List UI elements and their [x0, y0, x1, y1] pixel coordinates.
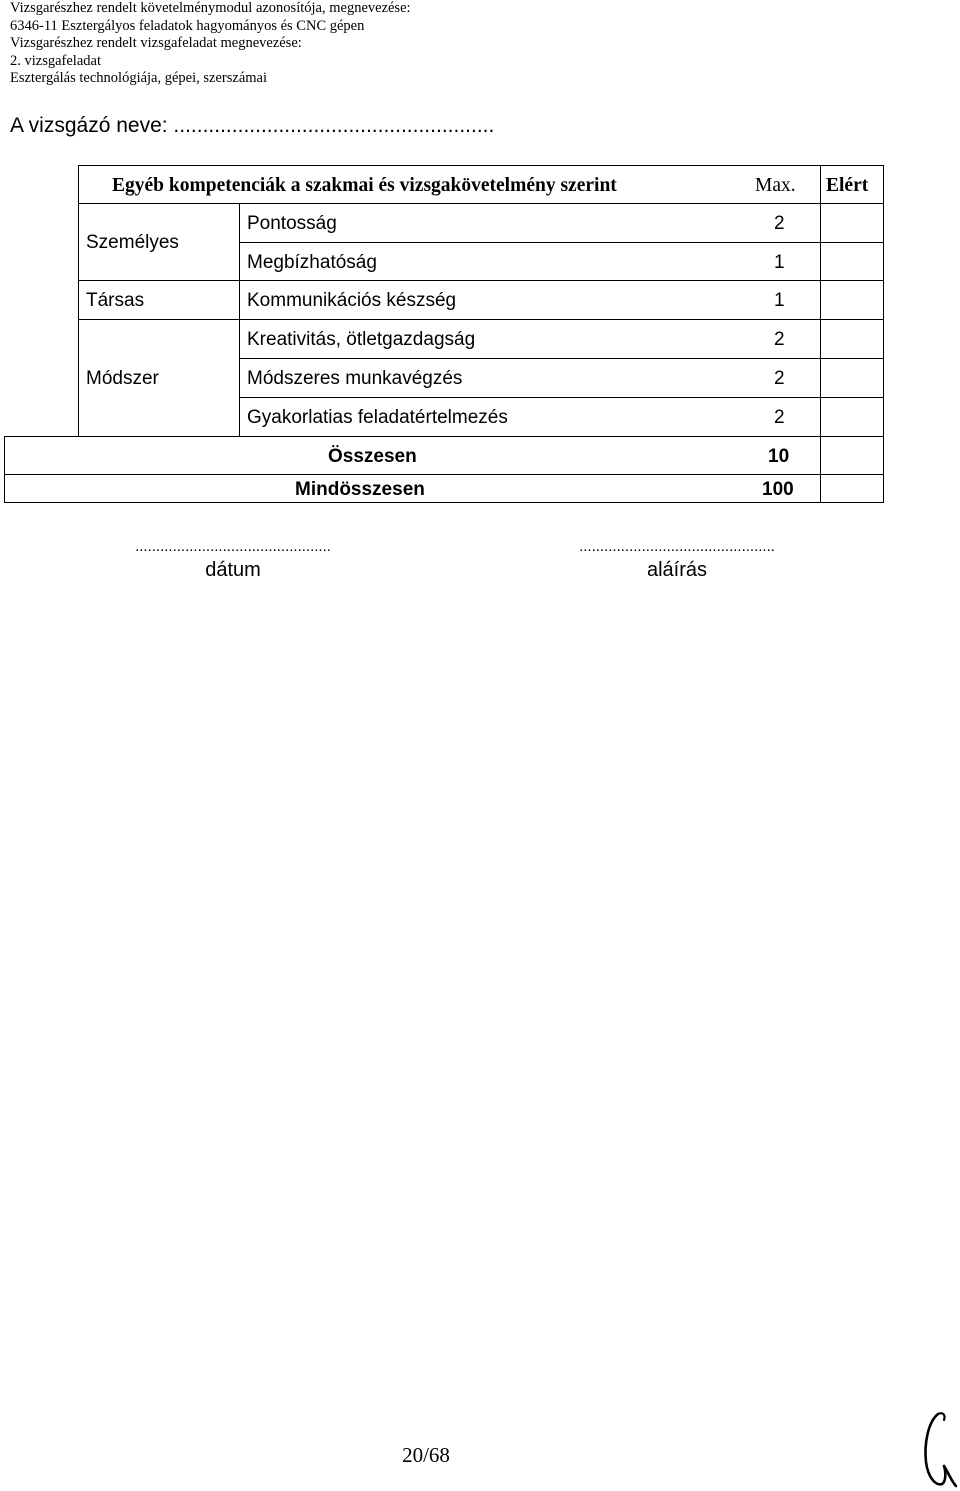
- header-line: Vizsgarészhez rendelt követelménymodul azonosítója, megnevezése:: [10, 0, 411, 16]
- group-label-method: Módszer: [86, 368, 159, 389]
- item-max: 1: [774, 290, 785, 311]
- grand-total-max: 100: [762, 479, 794, 500]
- item-max: 2: [774, 213, 785, 234]
- table-header-title: Egyéb kompetenciák a szakmai és vizsgakövetelmény szerint: [112, 175, 617, 196]
- document-header: [10, 0, 411, 88]
- item-max: 1: [774, 252, 785, 273]
- item-max: 2: [774, 329, 785, 350]
- item-name: Megbízhatóság: [247, 252, 377, 273]
- header-line: 6346-11 Esztergályos feladatok hagyományos és CNC gépen: [10, 17, 365, 34]
- date-label: dátum: [205, 559, 261, 581]
- header-line: Esztergálás technológiája, gépei, szerszámai: [10, 70, 267, 86]
- group-label-social: Társas: [86, 290, 145, 311]
- signature-label: aláírás: [646, 559, 708, 581]
- total-max: 10: [768, 446, 790, 467]
- signature-block: [542, 538, 812, 582]
- header-line: 2. vizsgafeladat: [10, 52, 101, 69]
- table-header-achieved: Elért: [826, 175, 869, 196]
- item-name: Pontosság: [247, 213, 337, 234]
- date-dotted-line: ...............................................: [135, 538, 331, 555]
- header-line: Vizsgarészhez rendelt vizsgafeladat megnevezése:: [10, 35, 302, 51]
- item-name: Kreativitás, ötletgazdagság: [247, 329, 476, 350]
- table-header-max: Max.: [755, 175, 796, 196]
- page-number: 20/68: [402, 1443, 450, 1467]
- item-name: Gyakorlatias feladatértelmezés: [247, 407, 508, 428]
- handwritten-initial-icon: [920, 1408, 960, 1491]
- grand-total-label: Mindösszesen: [295, 479, 425, 500]
- group-label-personal: Személyes: [86, 232, 179, 253]
- item-max: 2: [774, 407, 785, 428]
- item-name: Kommunikációs készség: [247, 290, 457, 311]
- date-signature-block: [98, 538, 368, 582]
- competency-table: [4, 165, 884, 503]
- total-label: Összesen: [328, 446, 417, 467]
- signature-dotted-line: ...............................................: [579, 538, 775, 555]
- item-name: Módszeres munkavégzés: [247, 368, 463, 389]
- item-max: 2: [774, 368, 785, 389]
- candidate-name-field: A vizsgázó neve: .......................................................: [10, 114, 495, 137]
